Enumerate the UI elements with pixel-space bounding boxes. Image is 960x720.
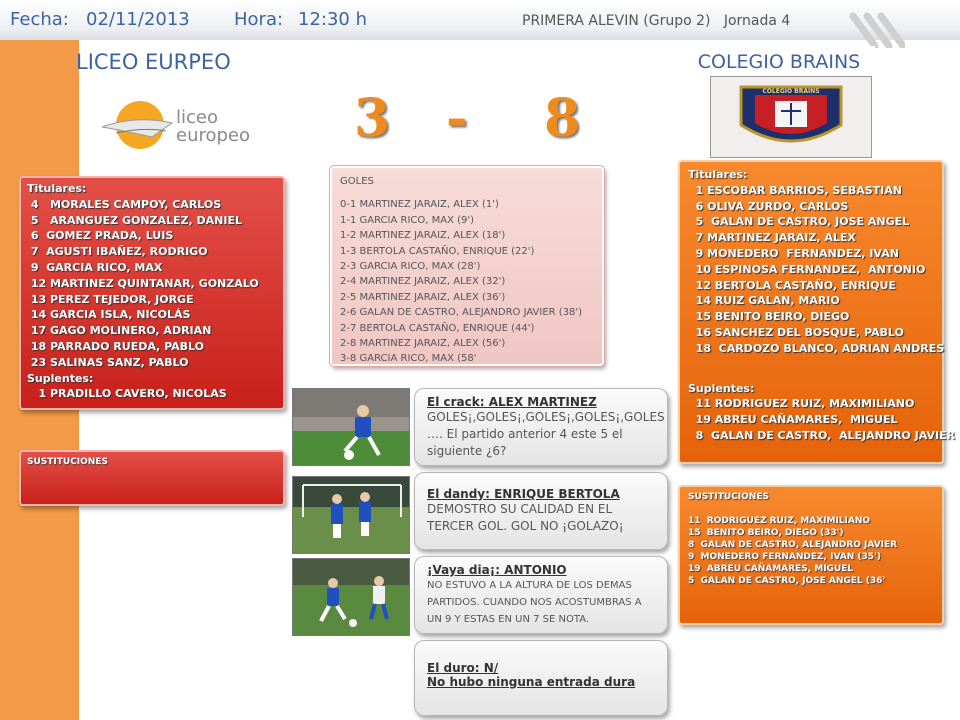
- away-substitutions-panel: [678, 485, 944, 625]
- away-substitute: 19 ABREU CAÑAMARES, MIGUEL: [688, 413, 898, 427]
- away-player: 16 SANCHEZ DEL BOSQUE, PABLO: [688, 325, 904, 339]
- home-substitutions-panel: [19, 450, 285, 506]
- home-lineup-panel: [19, 176, 285, 410]
- away-substitute: 8 GALAN DE CASTRO, ALEJANDRO JAVIER: [688, 428, 956, 442]
- substitution-item: 15 BENITO BEIRO, DIEGO (33'): [688, 528, 844, 538]
- away-score: 8: [544, 88, 581, 149]
- home-suplentes-label: Suplentes:: [27, 371, 94, 385]
- home-score: 3: [354, 88, 391, 149]
- away-player: 9 MONEDERO FERNANDEZ, IVAN: [688, 246, 899, 260]
- vaya-dia-card-text: NO ESTUVO A LA ALTURA DE LOS DEMAS PARTIDOS. CUANDO NOS ACOSTUMBRAS A UN 9 Y ESTAS EN UN 7 SE NOTA.: [427, 580, 642, 625]
- home-player: 13 PEREZ TEJEDOR, JORGE: [27, 292, 194, 306]
- vaya-dia-card-title: ¡Vaya dia¡: ANTONIO: [427, 563, 567, 577]
- away-player: 14 RUIZ GALAN, MARIO: [688, 294, 840, 308]
- home-player: 9 GARCIA RICO, MAX: [27, 260, 163, 274]
- home-team-name: LICEO EURPEO: [76, 50, 231, 74]
- crack-card-title: El crack: ALEX MARTINEZ: [427, 395, 597, 409]
- away-substitute: 11 RODRIGUEZ RUIZ, MAXIMILIANO: [688, 397, 915, 411]
- goal-item: 2-8 MARTINEZ JARAIZ, ALEX (56'): [340, 338, 506, 350]
- goal-item: 2-7 BERTOLA CASTAÑO, ENRIQUE (44'): [340, 322, 535, 334]
- crack-card-text: GOLES¡,GOLES¡,GOLES¡,GOLES¡,GOLES …. El partido anterior 4 este 5 el siguiente ¿6?: [427, 410, 665, 458]
- fecha-value: 02/11/2013: [86, 9, 190, 30]
- home-player: 4 MORALES CAMPOY, CARLOS: [27, 197, 222, 211]
- home-player: 14 GARCIA ISLA, NICOLÁS: [27, 308, 191, 322]
- goal-item: 2-6 GALAN DE CASTRO, ALEJANDRO JAVIER (38'): [340, 307, 583, 319]
- substitution-item: 8 GALAN DE CASTRO, ALEJANDRO JAVIER: [688, 540, 898, 550]
- home-team-logo: [96, 97, 256, 157]
- dandy-card-text: DEMOSTRO SU CALIDAD EN EL TERCER GOL. GOL NO ¡GOLAZO¡: [427, 502, 624, 533]
- home-sustituciones-label: SUSTITUCIONES: [27, 457, 108, 467]
- away-team-logo: [710, 76, 872, 158]
- home-player: 5 ARANGUEZ GONZALEZ, DANIEL: [27, 213, 243, 227]
- substitution-item: 11 RODRIGUEZ RUIZ, MAXIMILIANO: [688, 516, 871, 526]
- home-player: 7 AGUSTI IBAÑEZ, RODRIGO: [27, 245, 208, 259]
- away-player: 12 BERTOLA CASTAÑO, ENRIQUE: [688, 278, 896, 292]
- away-player: 6 OLIVA ZURDO, CARLOS: [688, 199, 849, 213]
- goals-label: GOLES: [340, 176, 374, 187]
- jornada-label: Jornada 4: [723, 13, 791, 29]
- home-player: 17 GAGO MOLINERO, ADRIAN: [27, 324, 212, 338]
- match-photo-2: [292, 476, 410, 554]
- away-player: 7 MARTINEZ JARAIZ, ALEX: [688, 231, 856, 245]
- match-photo-3: [292, 558, 410, 636]
- svg-text:europeo: europeo: [176, 125, 251, 146]
- goal-item: 0-1 MARTINEZ JARAIZ, ALEX (1'): [340, 199, 499, 211]
- fecha-label: Fecha:: [10, 9, 69, 30]
- away-player: 10 ESPINOSA FERNANDEZ, ANTONIO: [688, 262, 926, 276]
- competition-name: PRIMERA ALEVIN (Grupo 2): [522, 13, 711, 29]
- goals-panel: [330, 166, 604, 366]
- svg-text:liceo: liceo: [176, 107, 218, 128]
- away-suplentes-label: Suplentes:: [688, 381, 755, 395]
- vaya-dia-card: [414, 556, 668, 634]
- away-team-name: COLEGIO BRAINS: [683, 46, 875, 80]
- goal-item: 2-3 GARCIA RICO, MAX (28'): [340, 261, 481, 273]
- substitution-item: 5 GALAN DE CASTRO, JOSE ANGEL (36': [688, 576, 886, 586]
- goal-item: 3-8 GARCIA RICO, MAX (58': [340, 353, 477, 365]
- duro-card: [414, 640, 668, 716]
- away-player: 1 ESCOBAR BARRIOS, SEBASTIAN: [688, 183, 902, 197]
- duro-card-text: No hubo ninguna entrada dura: [427, 675, 636, 689]
- goal-item: 2-5 MARTINEZ JARAIZ, ALEX (36'): [340, 291, 506, 303]
- away-lineup-panel: [678, 160, 956, 464]
- goal-item: 1-2 MARTINEZ JARAIZ, ALEX (18'): [340, 230, 506, 242]
- hora-value: 12:30 h: [298, 9, 368, 30]
- match-photo-1: [292, 388, 410, 466]
- hora-label: Hora:: [234, 9, 284, 30]
- goal-item: 1-1 GARCIA RICO, MAX (9'): [340, 214, 475, 226]
- away-player: 18 CARDOZO BLANCO, ADRIAN ANDRES: [688, 341, 945, 355]
- home-player: 18 PARRADO RUEDA, PABLO: [27, 339, 204, 353]
- competition-label: [522, 13, 790, 29]
- away-player: 15 BENITO BEIRO, DIEGO: [688, 310, 850, 324]
- home-player: 23 SALINAS SANZ, PABLO: [27, 355, 189, 369]
- score-separator: -: [446, 88, 468, 149]
- dandy-card-title: El dandy: ENRIQUE BERTOLA: [427, 487, 620, 501]
- away-titulares-label: Titulares:: [688, 168, 748, 181]
- svg-text:COLEGIO BRAINS: COLEGIO BRAINS: [762, 88, 820, 95]
- home-titulares-label: Titulares:: [27, 182, 87, 195]
- dandy-card: [414, 472, 668, 550]
- substitution-item: 9 MONEDERO FERNANDEZ, IVAN (35'): [688, 552, 881, 562]
- home-substitute: 1 PRADILLO CAVERO, NICOLAS: [27, 387, 227, 401]
- home-player: 12 MARTINEZ QUINTANAR, GONZALO: [27, 276, 259, 290]
- duro-card-title: El duro: N/: [427, 661, 499, 675]
- goal-item: 2-4 MARTINEZ JARAIZ, ALEX (32'): [340, 276, 506, 288]
- decorative-slash-icon: [845, 12, 905, 48]
- substitution-item: 19 ABREU CAÑAMARES, MIGUEL: [688, 564, 854, 574]
- home-player: 6 GOMEZ PRADA, LUIS: [27, 229, 174, 243]
- away-player: 5 GALAN DE CASTRO, JOSE ANGEL: [688, 215, 910, 229]
- goal-item: 1-3 BERTOLA CASTAÑO, ENRIQUE (22'): [340, 245, 535, 257]
- crack-card: [414, 388, 668, 466]
- away-sustituciones-label: SUSTITUCIONES: [688, 492, 769, 502]
